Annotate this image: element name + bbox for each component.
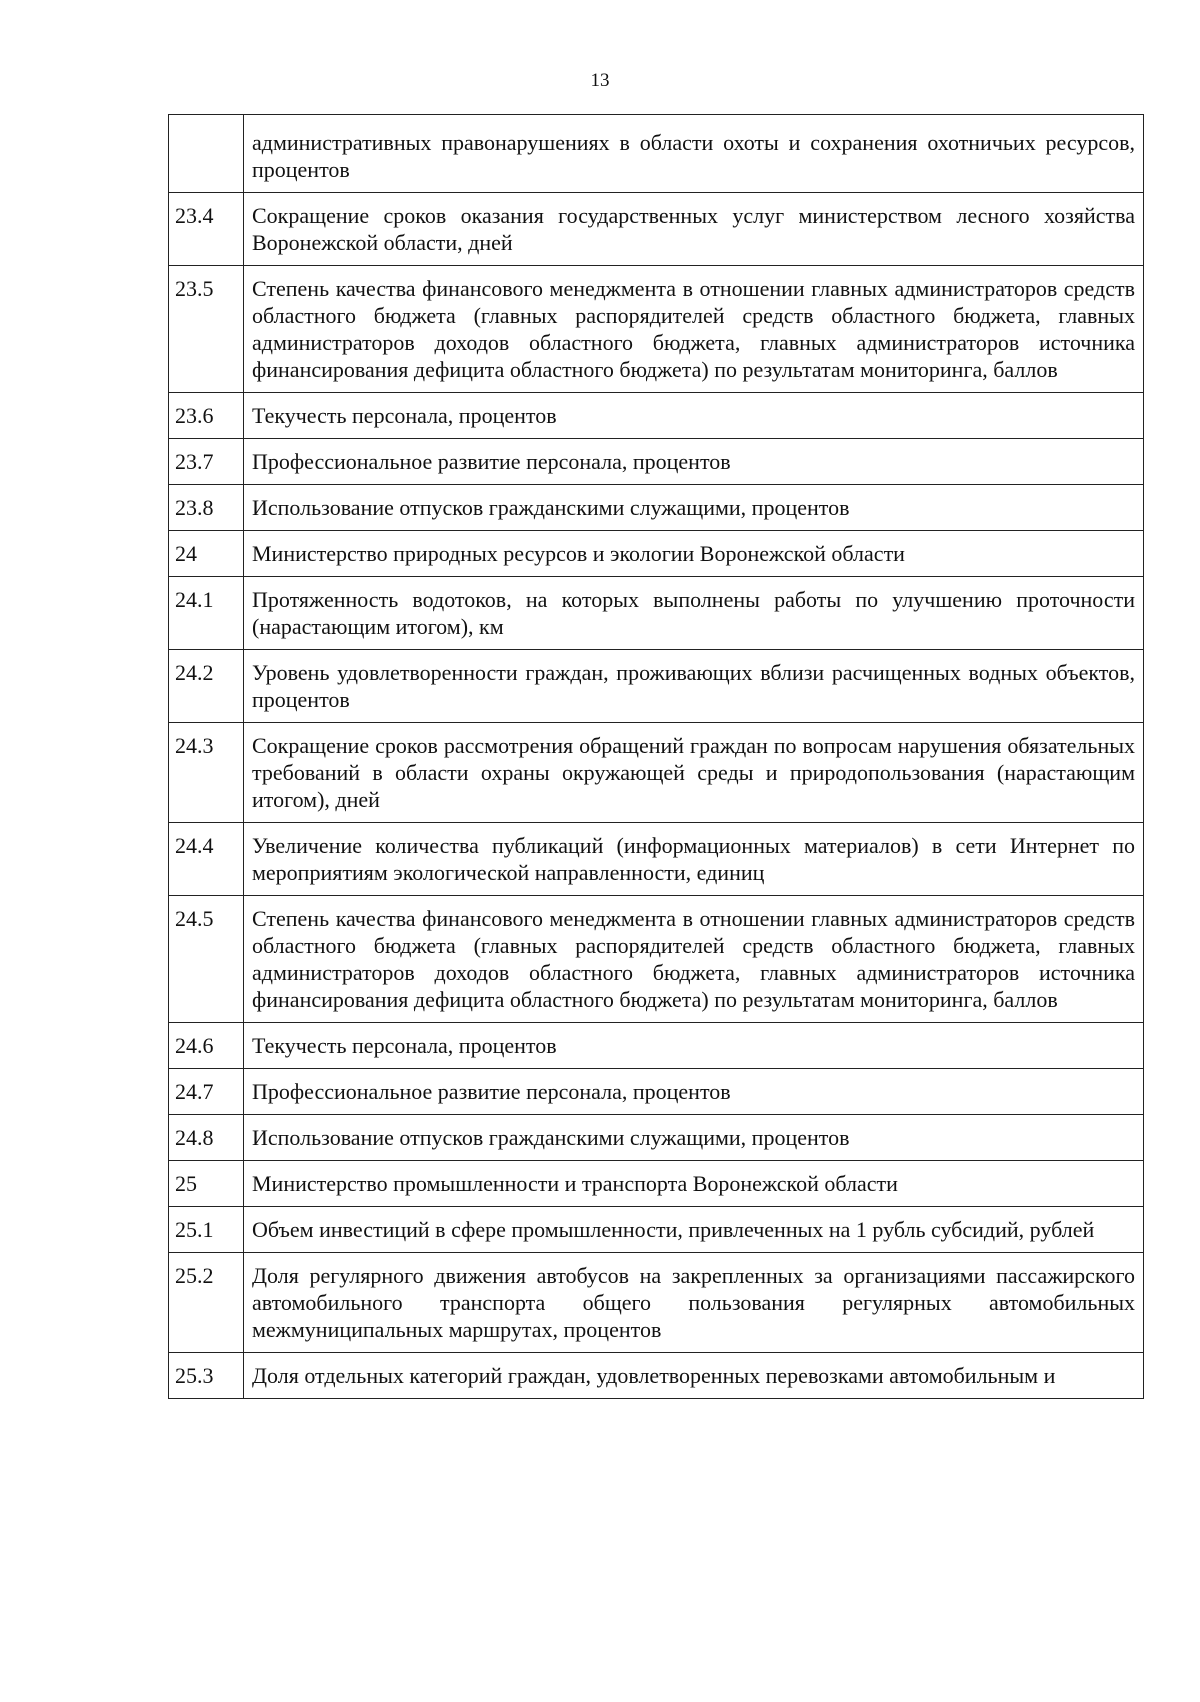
- row-text: Министерство промышленности и транспорта Воронежской области: [244, 1161, 1144, 1207]
- row-number: 24.2: [169, 650, 244, 723]
- row-number: [169, 115, 244, 193]
- row-text: Объем инвестиций в сфере промышленности, привлеченных на 1 рубль субсидий, рублей: [244, 1207, 1144, 1253]
- row-number: 24.6: [169, 1023, 244, 1069]
- row-text: Профессиональное развитие персонала, процентов: [244, 439, 1144, 485]
- row-text: Увеличение количества публикаций (информационных материалов) в сети Интернет по мероприятиям экологической направленности, единиц: [244, 823, 1144, 896]
- row-text: Степень качества финансового менеджмента в отношении главных администраторов средств областного бюджета (главных распорядителей средств областного бюджета, главных администраторов доходов областного бюджета, главных администраторов источника финансирования дефицита областного бюджета) по результатам мониторинга, баллов: [244, 896, 1144, 1023]
- row-text: Сокращение сроков оказания государственных услуг министерством лесного хозяйства Воронежской области, дней: [244, 193, 1144, 266]
- page-number: 13: [590, 70, 610, 91]
- row-text: Текучесть персонала, процентов: [244, 393, 1144, 439]
- row-number: 23.8: [169, 485, 244, 531]
- row-number: 24.1: [169, 577, 244, 650]
- row-number: 23.5: [169, 266, 244, 393]
- row-number: 24.3: [169, 723, 244, 823]
- table-row: [169, 485, 1144, 531]
- row-number: 25.1: [169, 1207, 244, 1253]
- row-text: Сокращение сроков рассмотрения обращений граждан по вопросам нарушения обязательных требований в области охраны окружающей среды и природопользования (нарастающим итогом), дней: [244, 723, 1144, 823]
- row-number: 24.8: [169, 1115, 244, 1161]
- table-row: [169, 439, 1144, 485]
- table-row: [169, 896, 1144, 1023]
- row-text: Министерство природных ресурсов и экологии Воронежской области: [244, 531, 1144, 577]
- row-number: 23.6: [169, 393, 244, 439]
- row-text: Уровень удовлетворенности граждан, проживающих вблизи расчищенных водных объектов, процентов: [244, 650, 1144, 723]
- row-number: 23.7: [169, 439, 244, 485]
- row-text: Степень качества финансового менеджмента в отношении главных администраторов средств областного бюджета (главных распорядителей средств областного бюджета, главных администраторов доходов областного бюджета, главных администраторов источника финансирования дефицита областного бюджета) по результатам мониторинга, баллов: [244, 266, 1144, 393]
- row-text: Текучесть персонала, процентов: [244, 1023, 1144, 1069]
- row-number: 24.4: [169, 823, 244, 896]
- row-number: 24: [169, 531, 244, 577]
- row-number: 23.4: [169, 193, 244, 266]
- table-row: [169, 193, 1144, 266]
- table-row: [169, 531, 1144, 577]
- indicators-table: [168, 114, 1144, 1399]
- row-text: Протяженность водотоков, на которых выполнены работы по улучшению проточности (нарастающим итогом), км: [244, 577, 1144, 650]
- table-row: [169, 1353, 1144, 1399]
- row-text: Использование отпусков гражданскими служащими, процентов: [244, 1115, 1144, 1161]
- table-row: [169, 1023, 1144, 1069]
- table-row: [169, 266, 1144, 393]
- table-row: [169, 650, 1144, 723]
- table-row: [169, 823, 1144, 896]
- row-text: Использование отпусков гражданскими служащими, процентов: [244, 485, 1144, 531]
- row-text: Профессиональное развитие персонала, процентов: [244, 1069, 1144, 1115]
- table-row: [169, 1161, 1144, 1207]
- row-text: Доля регулярного движения автобусов на закрепленных за организациями пассажирского автомобильного транспорта общего пользования регулярных автомобильных межмуниципальных маршрутах, процентов: [244, 1253, 1144, 1353]
- table-row: [169, 577, 1144, 650]
- row-number: 24.7: [169, 1069, 244, 1115]
- table-row: [169, 1253, 1144, 1353]
- table-row: [169, 1207, 1144, 1253]
- row-text: Доля отдельных категорий граждан, удовлетворенных перевозками автомобильным и: [244, 1353, 1144, 1399]
- table-row: [169, 393, 1144, 439]
- table-row: [169, 115, 1144, 193]
- table-row: [169, 1069, 1144, 1115]
- row-text: административных правонарушениях в области охоты и сохранения охотничьих ресурсов, процентов: [244, 115, 1144, 193]
- row-number: 24.5: [169, 896, 244, 1023]
- table-row: [169, 723, 1144, 823]
- row-number: 25.3: [169, 1353, 244, 1399]
- row-number: 25: [169, 1161, 244, 1207]
- table-row: [169, 1115, 1144, 1161]
- row-number: 25.2: [169, 1253, 244, 1353]
